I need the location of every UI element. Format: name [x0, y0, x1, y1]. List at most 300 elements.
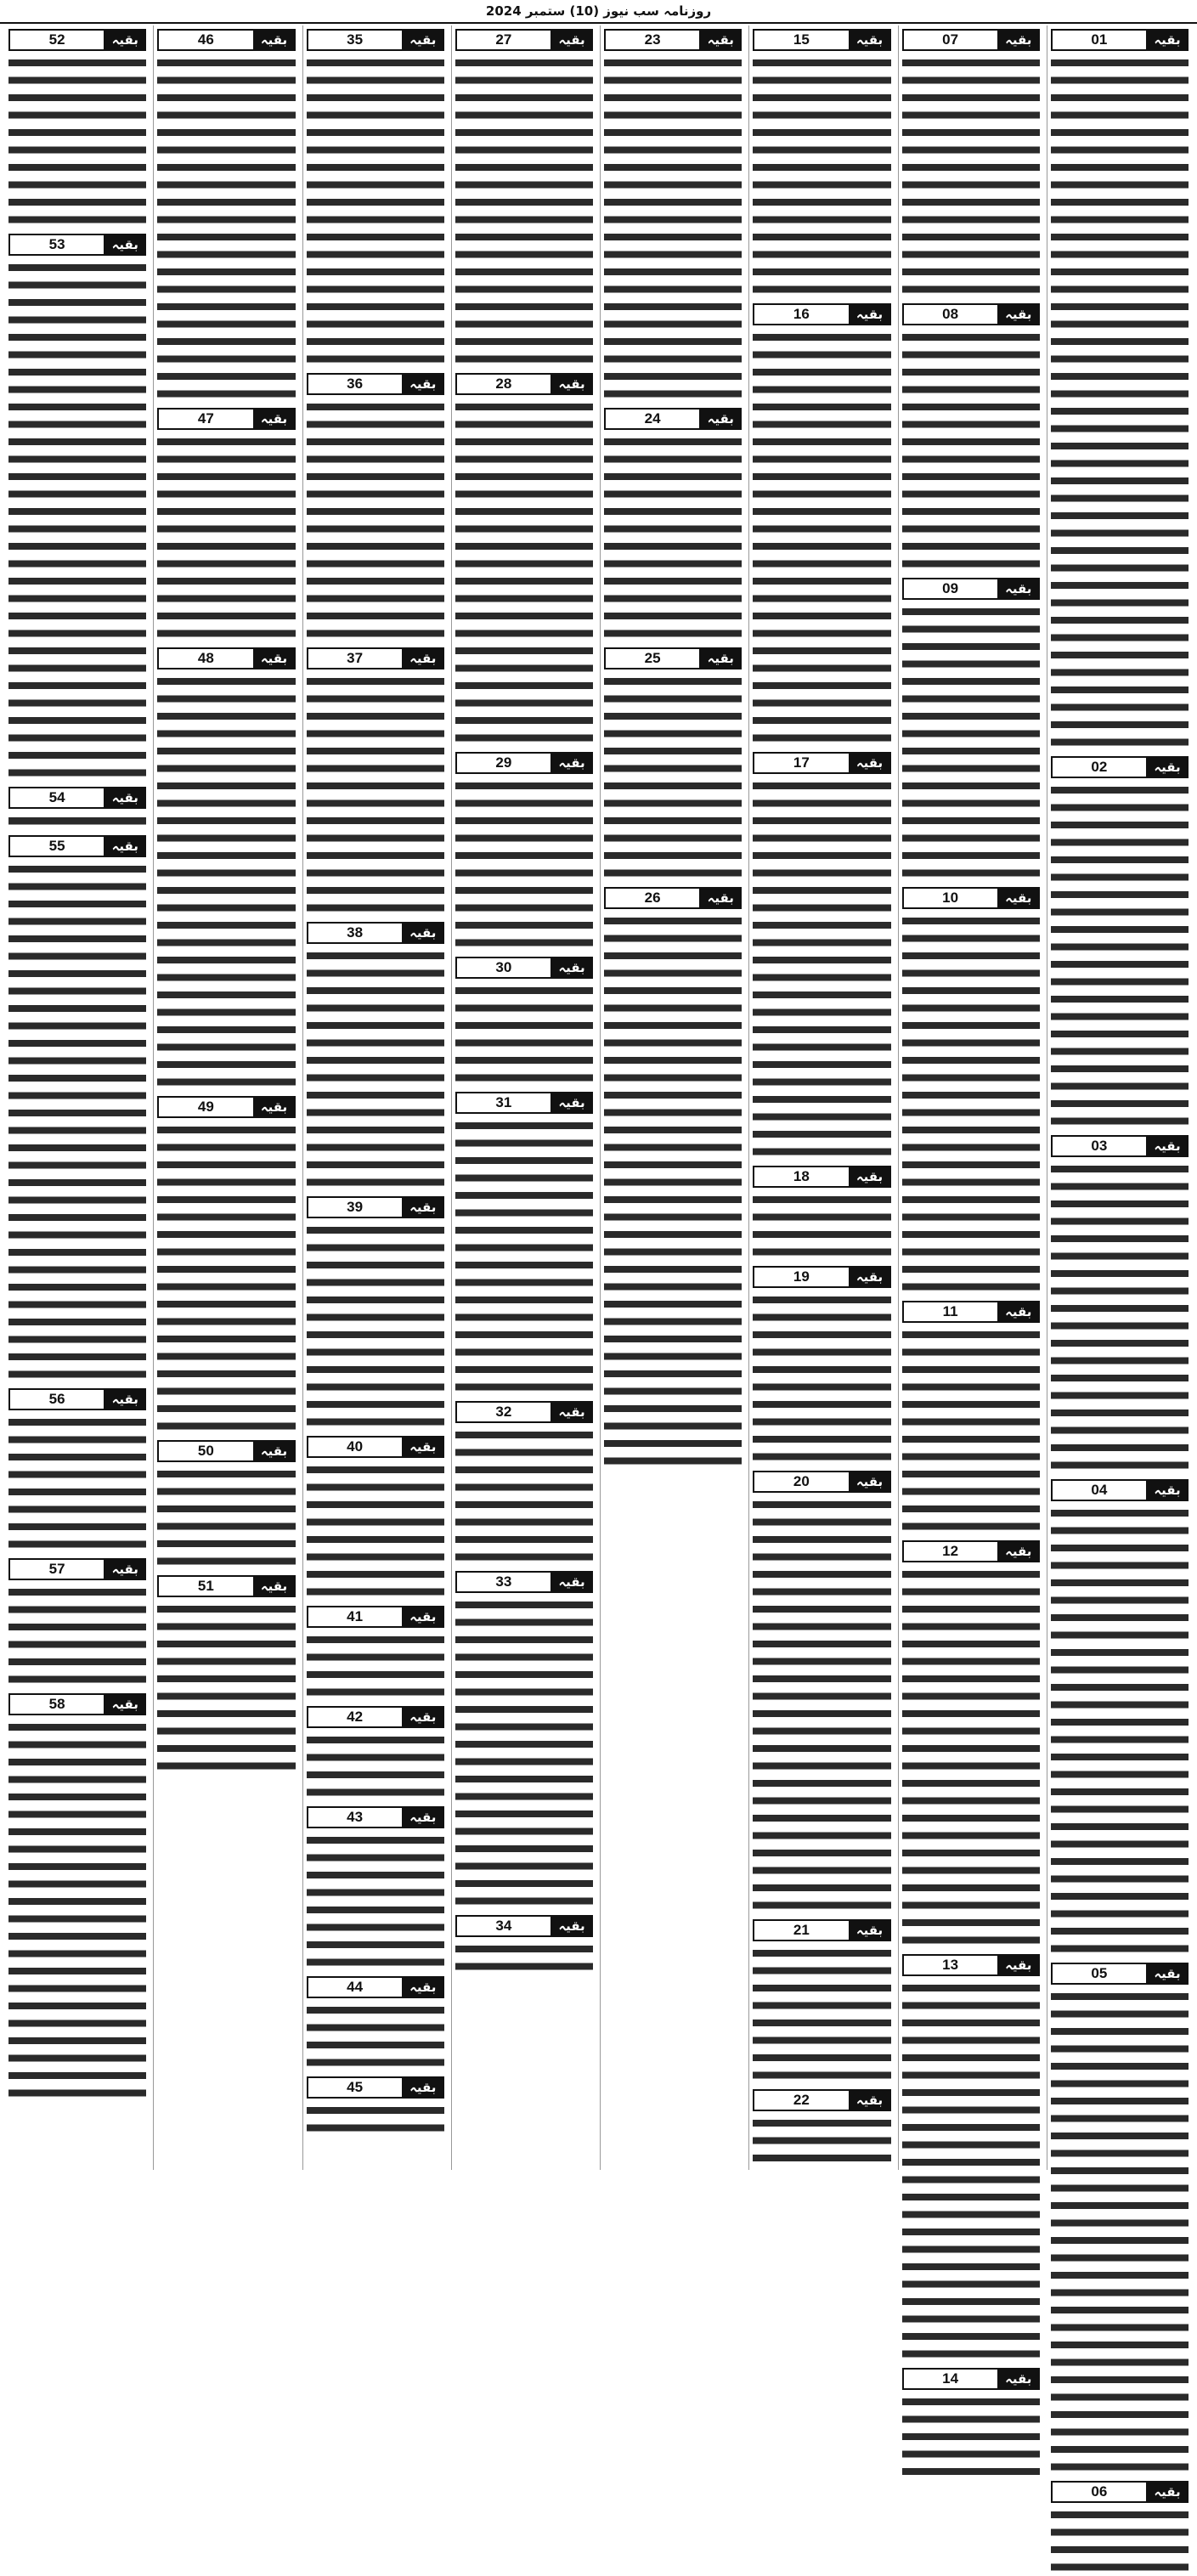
continuation-number: 48 — [157, 647, 252, 669]
continuation-header — [902, 887, 1040, 909]
continuation-number: 17 — [753, 752, 848, 774]
continuation-number: 41 — [307, 1606, 402, 1628]
continuation-label: بقیہ — [997, 1954, 1040, 1976]
continuation-box-52 — [8, 29, 146, 229]
continuation-number: 25 — [604, 647, 699, 669]
continuation-header — [157, 1096, 295, 1118]
continuation-label: بقیہ — [1146, 2481, 1189, 2503]
continuation-text-block — [157, 1121, 295, 1435]
continuation-box-08 — [902, 303, 1040, 573]
continuation-text-block — [455, 54, 593, 368]
continuation-number: 56 — [8, 1388, 104, 1410]
continuation-box-09 — [902, 578, 1040, 882]
continuation-number: 57 — [8, 1558, 104, 1580]
continuation-number: 49 — [157, 1096, 252, 1118]
continuation-text-block — [753, 1496, 890, 1914]
continuation-text-block — [902, 1566, 1040, 1949]
continuation-number: 36 — [307, 373, 402, 395]
continuation-text-block — [753, 54, 890, 298]
continuation-number: 28 — [455, 373, 551, 395]
masthead — [0, 0, 1197, 24]
continuation-box-43 — [307, 1806, 444, 1971]
continuation-number: 15 — [753, 29, 848, 51]
continuation-label: بقیہ — [402, 373, 444, 395]
continuation-box-16 — [753, 303, 890, 747]
continuation-label: بقیہ — [849, 29, 891, 51]
continuation-header — [307, 1706, 444, 1728]
continuation-header — [1051, 1135, 1189, 1157]
continuation-box-06 — [1051, 2481, 1189, 2576]
column-4 — [600, 25, 745, 2170]
continuation-label: بقیہ — [997, 2368, 1040, 2390]
continuation-number: 42 — [307, 1706, 402, 1728]
continuation-box-05 — [1051, 1963, 1189, 2476]
continuation-box-01 — [1051, 29, 1189, 751]
continuation-text-block — [455, 1426, 593, 1566]
continuation-header — [455, 752, 593, 774]
continuation-box-51 — [157, 1575, 295, 1775]
continuation-number: 50 — [157, 1440, 252, 1462]
continuation-label: بقیہ — [997, 1540, 1040, 1562]
continuation-header — [902, 303, 1040, 325]
continuation-text-block — [1051, 54, 1189, 751]
continuation-header — [753, 752, 890, 774]
continuation-text-block — [604, 433, 742, 642]
continuation-number: 09 — [902, 578, 997, 600]
continuation-number: 46 — [157, 29, 252, 51]
continuation-box-26 — [604, 887, 742, 1470]
continuation-header — [157, 1575, 295, 1597]
continuation-box-53 — [8, 234, 146, 782]
continuation-text-block — [307, 54, 444, 368]
continuation-text-block — [8, 54, 146, 229]
continuation-text-block — [307, 1832, 444, 1971]
continuation-label: بقیہ — [253, 647, 296, 669]
continuation-label: بقیہ — [104, 1693, 146, 1715]
continuation-number: 20 — [753, 1471, 848, 1493]
continuation-header — [157, 1440, 295, 1462]
continuation-text-block — [1051, 1988, 1189, 2476]
continuation-header — [307, 373, 444, 395]
continuation-label: بقیہ — [104, 1558, 146, 1580]
continuation-text-block — [8, 1414, 146, 1553]
continuation-label: بقیہ — [1146, 1479, 1189, 1501]
continuation-label: بقیہ — [402, 1436, 444, 1458]
continuation-text-block — [455, 398, 593, 747]
continuation-header — [1051, 2481, 1189, 2503]
continuation-box-35 — [307, 29, 444, 368]
continuation-header — [307, 647, 444, 669]
continuation-number: 54 — [8, 787, 104, 809]
continuation-text-block — [307, 1222, 444, 1431]
continuation-box-03 — [1051, 1135, 1189, 1474]
continuation-text-block — [307, 398, 444, 642]
continuation-number: 29 — [455, 752, 551, 774]
continuation-label: بقیہ — [997, 887, 1040, 909]
continuation-text-block — [157, 1601, 295, 1775]
continuation-label: بقیہ — [551, 752, 593, 774]
continuation-box-38 — [307, 922, 444, 1191]
continuation-label: بقیہ — [104, 234, 146, 256]
continuation-header — [8, 234, 146, 256]
continuation-label: بقیہ — [699, 29, 742, 51]
continuation-header — [604, 887, 742, 909]
continuation-header — [753, 29, 890, 51]
continuation-box-40 — [307, 1436, 444, 1601]
continuation-text-block — [902, 912, 1040, 1296]
continuation-box-34 — [455, 1915, 593, 1975]
continuation-label: بقیہ — [402, 1706, 444, 1728]
continuation-number: 05 — [1051, 1963, 1146, 1985]
continuation-header — [8, 835, 146, 857]
continuation-header — [307, 922, 444, 944]
continuation-label: بقیہ — [253, 1575, 296, 1597]
continuation-number: 12 — [902, 1540, 997, 1562]
continuation-text-block — [8, 812, 146, 830]
continuation-box-28 — [455, 373, 593, 747]
continuation-header — [902, 1954, 1040, 1976]
continuation-text-block — [753, 2115, 890, 2167]
continuation-number: 44 — [307, 1976, 402, 1998]
continuation-text-block — [307, 673, 444, 917]
continuation-text-block — [902, 1980, 1040, 2363]
continuation-box-27 — [455, 29, 593, 368]
continuation-text-block — [604, 673, 742, 882]
continuation-box-14 — [902, 2368, 1040, 2481]
column-8 — [5, 25, 150, 2170]
continuation-label: بقیہ — [551, 957, 593, 979]
continuation-number: 55 — [8, 835, 104, 857]
continuation-label: بقیہ — [253, 1096, 296, 1118]
continuation-label: بقیہ — [1146, 1963, 1189, 1985]
continuation-label: بقیہ — [849, 752, 891, 774]
continuation-header — [307, 29, 444, 51]
continuation-header — [455, 957, 593, 979]
continuation-text-block — [455, 1596, 593, 1910]
continuation-text-block — [902, 1326, 1040, 1535]
continuation-box-25 — [604, 647, 742, 882]
continuation-number: 08 — [902, 303, 997, 325]
continuation-label: بقیہ — [402, 29, 444, 51]
continuation-header — [307, 2076, 444, 2099]
continuation-number: 32 — [455, 1401, 551, 1423]
continuation-text-block — [455, 1117, 593, 1396]
continuation-text-block — [1051, 2506, 1189, 2576]
masthead-title: روزنامہ سب نیوز (10) ستمبر 2024 — [485, 3, 712, 19]
continuation-label: بقیہ — [104, 29, 146, 51]
continuation-number: 16 — [753, 303, 848, 325]
continuation-number: 26 — [604, 887, 699, 909]
continuation-number: 37 — [307, 647, 402, 669]
continuation-header — [307, 1606, 444, 1628]
continuation-label: بقیہ — [253, 408, 296, 430]
continuation-header — [1051, 1963, 1189, 1985]
continuation-text-block — [307, 1731, 444, 1801]
continuation-label: بقیہ — [551, 373, 593, 395]
continuation-label: بقیہ — [1146, 756, 1189, 778]
continuation-box-04 — [1051, 1479, 1189, 1957]
continuation-label: بقیہ — [997, 1301, 1040, 1323]
continuation-box-54 — [8, 787, 146, 830]
continuation-number: 33 — [455, 1571, 551, 1593]
continuation-number: 13 — [902, 1954, 997, 1976]
continuation-number: 19 — [753, 1266, 848, 1288]
continuation-number: 04 — [1051, 1479, 1146, 1501]
continuation-header — [753, 303, 890, 325]
continuation-text-block — [8, 259, 146, 782]
continuation-header — [157, 647, 295, 669]
continuation-header — [753, 1266, 890, 1288]
continuation-label: بقیہ — [402, 647, 444, 669]
continuation-box-55 — [8, 835, 146, 1383]
continuation-header — [1051, 29, 1189, 51]
continuation-label: بقیہ — [253, 29, 296, 51]
continuation-text-block — [902, 2393, 1040, 2481]
columns-container — [5, 25, 1192, 2500]
continuation-text-block — [1051, 782, 1189, 1130]
continuation-text-block — [307, 1461, 444, 1601]
continuation-text-block — [753, 329, 890, 747]
continuation-text-block — [455, 982, 593, 1087]
continuation-box-41 — [307, 1606, 444, 1701]
continuation-box-21 — [753, 1919, 890, 2084]
continuation-label: بقیہ — [849, 1166, 891, 1188]
column-6 — [302, 25, 448, 2170]
continuation-number: 34 — [455, 1915, 551, 1937]
continuation-label: بقیہ — [402, 2076, 444, 2099]
continuation-box-42 — [307, 1706, 444, 1801]
continuation-box-37 — [307, 647, 444, 917]
continuation-header — [455, 373, 593, 395]
continuation-header — [8, 1693, 146, 1715]
continuation-label: بقیہ — [849, 2089, 891, 2111]
continuation-box-58 — [8, 1693, 146, 2102]
continuation-text-block — [307, 947, 444, 1191]
continuation-number: 21 — [753, 1919, 848, 1941]
continuation-number: 31 — [455, 1092, 551, 1114]
continuation-label: بقیہ — [551, 29, 593, 51]
continuation-box-56 — [8, 1388, 146, 1553]
continuation-number: 07 — [902, 29, 997, 51]
continuation-number: 30 — [455, 957, 551, 979]
continuation-label: بقیہ — [104, 1388, 146, 1410]
continuation-box-48 — [157, 647, 295, 1091]
continuation-box-10 — [902, 887, 1040, 1296]
continuation-number: 23 — [604, 29, 699, 51]
continuation-header — [604, 647, 742, 669]
continuation-header — [8, 1558, 146, 1580]
column-7 — [153, 25, 298, 2170]
continuation-box-17 — [753, 752, 890, 1161]
column-1 — [1047, 25, 1192, 2500]
continuation-label: بقیہ — [997, 578, 1040, 600]
continuation-header — [157, 29, 295, 51]
continuation-box-45 — [307, 2076, 444, 2137]
continuation-text-block — [902, 603, 1040, 882]
continuation-label: بقیہ — [551, 1092, 593, 1114]
continuation-text-block — [1051, 1505, 1189, 1957]
continuation-label: بقیہ — [402, 1976, 444, 1998]
continuation-number: 58 — [8, 1693, 104, 1715]
continuation-label: بقیہ — [997, 303, 1040, 325]
continuation-box-32 — [455, 1401, 593, 1566]
continuation-text-block — [157, 433, 295, 642]
continuation-box-44 — [307, 1976, 444, 2071]
continuation-text-block — [753, 1945, 890, 2084]
continuation-header — [604, 408, 742, 430]
continuation-number: 38 — [307, 922, 402, 944]
continuation-text-block — [753, 1291, 890, 1466]
continuation-label: بقیہ — [551, 1915, 593, 1937]
continuation-box-31 — [455, 1092, 593, 1396]
continuation-box-15 — [753, 29, 890, 298]
continuation-header — [1051, 1479, 1189, 1501]
continuation-text-block — [307, 2102, 444, 2137]
continuation-number: 45 — [307, 2076, 402, 2099]
continuation-header — [753, 1919, 890, 1941]
continuation-text-block — [902, 329, 1040, 573]
continuation-label: بقیہ — [1146, 1135, 1189, 1157]
continuation-number: 43 — [307, 1806, 402, 1828]
continuation-text-block — [157, 673, 295, 1091]
continuation-label: بقیہ — [402, 1806, 444, 1828]
continuation-number: 51 — [157, 1575, 252, 1597]
continuation-box-07 — [902, 29, 1040, 298]
continuation-header — [8, 787, 146, 809]
continuation-header — [307, 1806, 444, 1828]
continuation-number: 52 — [8, 29, 104, 51]
continuation-text-block — [455, 777, 593, 952]
continuation-header — [1051, 756, 1189, 778]
continuation-box-33 — [455, 1571, 593, 1910]
continuation-label: بقیہ — [849, 303, 891, 325]
continuation-number: 22 — [753, 2089, 848, 2111]
continuation-header — [307, 1436, 444, 1458]
continuation-header — [753, 1166, 890, 1188]
continuation-header — [753, 1471, 890, 1493]
continuation-text-block — [604, 54, 742, 403]
continuation-label: بقیہ — [402, 1606, 444, 1628]
continuation-label: بقیہ — [104, 835, 146, 857]
continuation-text-block — [753, 777, 890, 1161]
continuation-header — [157, 408, 295, 430]
continuation-header — [604, 29, 742, 51]
continuation-number: 03 — [1051, 1135, 1146, 1157]
continuation-text-block — [8, 1584, 146, 1688]
continuation-header — [902, 1540, 1040, 1562]
continuation-number: 11 — [902, 1301, 997, 1323]
column-3 — [748, 25, 894, 2170]
continuation-text-block — [604, 912, 742, 1470]
continuation-label: بقیہ — [849, 1266, 891, 1288]
continuation-box-57 — [8, 1558, 146, 1688]
continuation-number: 27 — [455, 29, 551, 51]
continuation-box-47 — [157, 408, 295, 642]
continuation-number: 14 — [902, 2368, 997, 2390]
continuation-box-12 — [902, 1540, 1040, 1949]
continuation-text-block — [8, 1719, 146, 2102]
continuation-label: بقیہ — [849, 1471, 891, 1493]
continuation-box-49 — [157, 1096, 295, 1435]
continuation-text-block — [753, 1191, 890, 1261]
continuation-text-block — [307, 1631, 444, 1701]
continuation-number: 06 — [1051, 2481, 1146, 2503]
column-2 — [898, 25, 1043, 2387]
continuation-number: 10 — [902, 887, 997, 909]
continuation-box-24 — [604, 408, 742, 642]
continuation-number: 39 — [307, 1196, 402, 1218]
continuation-label: بقیہ — [1146, 29, 1189, 51]
continuation-label: بقیہ — [551, 1571, 593, 1593]
continuation-number: 35 — [307, 29, 402, 51]
continuation-header — [753, 2089, 890, 2111]
continuation-text-block — [8, 861, 146, 1383]
continuation-box-23 — [604, 29, 742, 403]
continuation-header — [902, 2368, 1040, 2390]
column-5 — [451, 25, 596, 2170]
continuation-label: بقیہ — [253, 1440, 296, 1462]
continuation-box-46 — [157, 29, 295, 403]
continuation-box-18 — [753, 1166, 890, 1261]
continuation-label: بقیہ — [699, 647, 742, 669]
continuation-header — [455, 29, 593, 51]
continuation-header — [455, 1092, 593, 1114]
continuation-header — [455, 1401, 593, 1423]
continuation-number: 18 — [753, 1166, 848, 1188]
continuation-header — [8, 1388, 146, 1410]
continuation-box-19 — [753, 1266, 890, 1466]
continuation-header — [307, 1196, 444, 1218]
continuation-header — [902, 1301, 1040, 1323]
continuation-box-29 — [455, 752, 593, 952]
continuation-header — [455, 1915, 593, 1937]
continuation-label: بقیہ — [551, 1401, 593, 1423]
continuation-number: 01 — [1051, 29, 1146, 51]
continuation-text-block — [157, 1466, 295, 1570]
continuation-box-36 — [307, 373, 444, 642]
continuation-header — [307, 1976, 444, 1998]
continuation-label: بقیہ — [402, 922, 444, 944]
continuation-number: 24 — [604, 408, 699, 430]
continuation-text-block — [157, 54, 295, 403]
continuation-box-39 — [307, 1196, 444, 1431]
continuation-box-50 — [157, 1440, 295, 1570]
continuation-text-block — [1051, 1161, 1189, 1474]
continuation-header — [8, 29, 146, 51]
continuation-box-02 — [1051, 756, 1189, 1130]
continuation-label: بقیہ — [849, 1919, 891, 1941]
continuation-label: بقیہ — [699, 887, 742, 909]
continuation-text-block — [902, 54, 1040, 298]
continuation-label: بقیہ — [997, 29, 1040, 51]
continuation-text-block — [307, 2002, 444, 2071]
continuation-number: 02 — [1051, 756, 1146, 778]
continuation-label: بقیہ — [699, 408, 742, 430]
continuation-header — [902, 29, 1040, 51]
continuation-text-block — [455, 1940, 593, 1975]
continuation-label: بقیہ — [104, 787, 146, 809]
continuation-header — [902, 578, 1040, 600]
continuation-box-13 — [902, 1954, 1040, 2363]
continuation-box-30 — [455, 957, 593, 1087]
continuation-box-22 — [753, 2089, 890, 2167]
continuation-number: 53 — [8, 234, 104, 256]
continuation-header — [455, 1571, 593, 1593]
continuation-number: 47 — [157, 408, 252, 430]
continuation-label: بقیہ — [402, 1196, 444, 1218]
continuation-box-20 — [753, 1471, 890, 1914]
continuation-number: 40 — [307, 1436, 402, 1458]
